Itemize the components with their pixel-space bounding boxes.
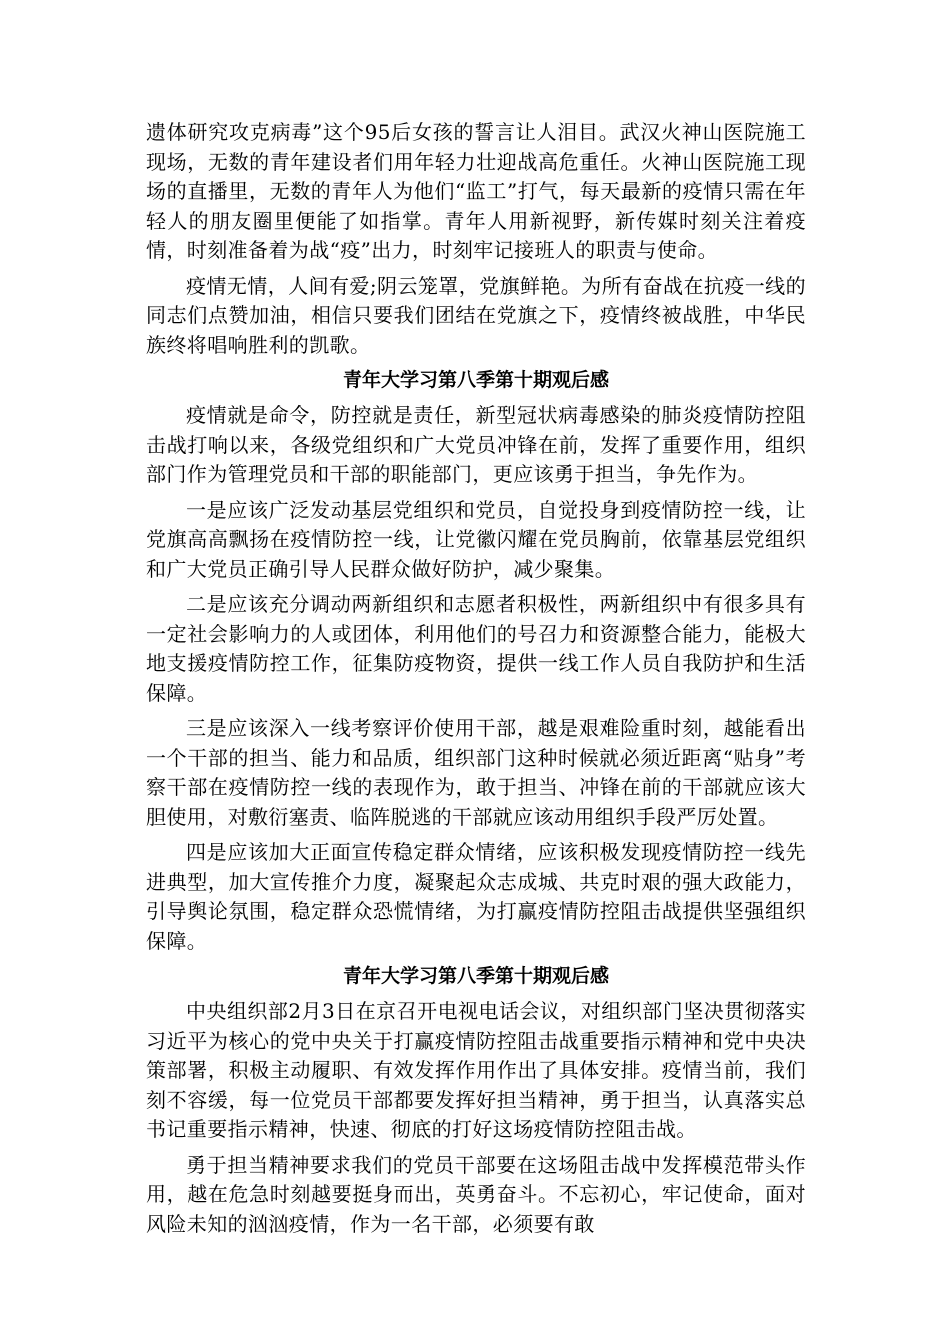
paragraph: 疫情就是命令，防控就是责任，新型冠状病毒感染的肺炎疫情防控阻击战打响以来，各级党组织和广大党员冲锋在前，发挥了重要作用，组织部门作为管理党员和干部的职能部门，更应该勇于担当，争先作为。 (146, 403, 806, 486)
paragraph: 二是应该充分调动两新组织和志愿者积极性，两新组织中有很多具有一定社会影响力的人或团体，利用他们的号召力和资源整合能力，能极大地支援疫情防控工作，征集防疫物资，提供一线工作人员自我防护和生活保障。 (146, 592, 806, 705)
paragraph-continued: 遗体研究攻克病毒”这个95后女孩的誓言让人泪目。武汉火神山医院施工现场，无数的青年建设者们用年轻力壮迎战高危重任。火神山医院施工现场的直播里，无数的青年人为他们“监工”打气，每天最新的疫情只需在年轻人的朋友圈里便能了如指掌。青年人用新视野，新传媒时刻关注着疫情，时刻准备着为战“疫”出力，时刻牢记接班人的职责与使命。 (146, 120, 806, 262)
paragraph: 勇于担当精神要求我们的党员干部要在这场阻击战中发挥模范带头作用，越在危急时刻越要挺身而出，英勇奋斗。不忘初心，牢记使命，面对风险未知的汹汹疫情，作为一名干部，必须要有敢 (146, 1152, 806, 1236)
paragraph: 四是应该加大正面宣传稳定群众情绪，应该积极发现疫情防控一线先进典型，加大宣传推介力度，凝聚起众志成城、共克时艰的强大政能力，引导舆论氛围，稳定群众恐慌情绪，为打赢疫情防控阻击战提供坚强组织保障。 (146, 840, 806, 953)
section-heading: 青年大学习第八季第十期观后感 (342, 965, 609, 987)
paragraph: 疫情无情，人间有爱;阴云笼罩，党旗鲜艳。为所有奋战在抗疫一线的同志们点赞加油，相信只要我们团结在党旗之下，疫情终被战胜，中华民族终将唱响胜利的凯歌。 (146, 273, 806, 357)
paragraph: 中央组织部2月3日在京召开电视电话会议，对组织部门坚决贯彻落实习近平为核心的党中央关于打赢疫情防控阻击战重要指示精神和党中央决策部署，积极主动履职、有效发挥作用作出了具体安排。疫情当前，我们刻不容缓，每一位党员干部都要发挥好担当精神，勇于担当，认真落实总书记重要指示精神，快速、彻底的打好这场疫情防控阻击战。 (146, 999, 806, 1141)
section-heading: 青年大学习第八季第十期观后感 (342, 369, 609, 391)
document-page (146, 118, 806, 1245)
paragraph: 三是应该深入一线考察评价使用干部，越是艰难险重时刻，越能看出一个干部的担当、能力和品质，组织部门这种时候就必须近距离“贴身”考察干部在疫情防控一线的表现作为，敢于担当、冲锋在前的干部就应该大胆使用，对敷衍塞责、临阵脱逃的干部就应该动用组织手段严厉处置。 (146, 716, 806, 829)
paragraph: 一是应该广泛发动基层党组织和党员，自觉投身到疫情防控一线，让党旗高高飘扬在疫情防控一线，让党徽闪耀在党员胸前，依靠基层党组织和广大党员正确引导人民群众做好防护，减少聚集。 (146, 497, 806, 581)
